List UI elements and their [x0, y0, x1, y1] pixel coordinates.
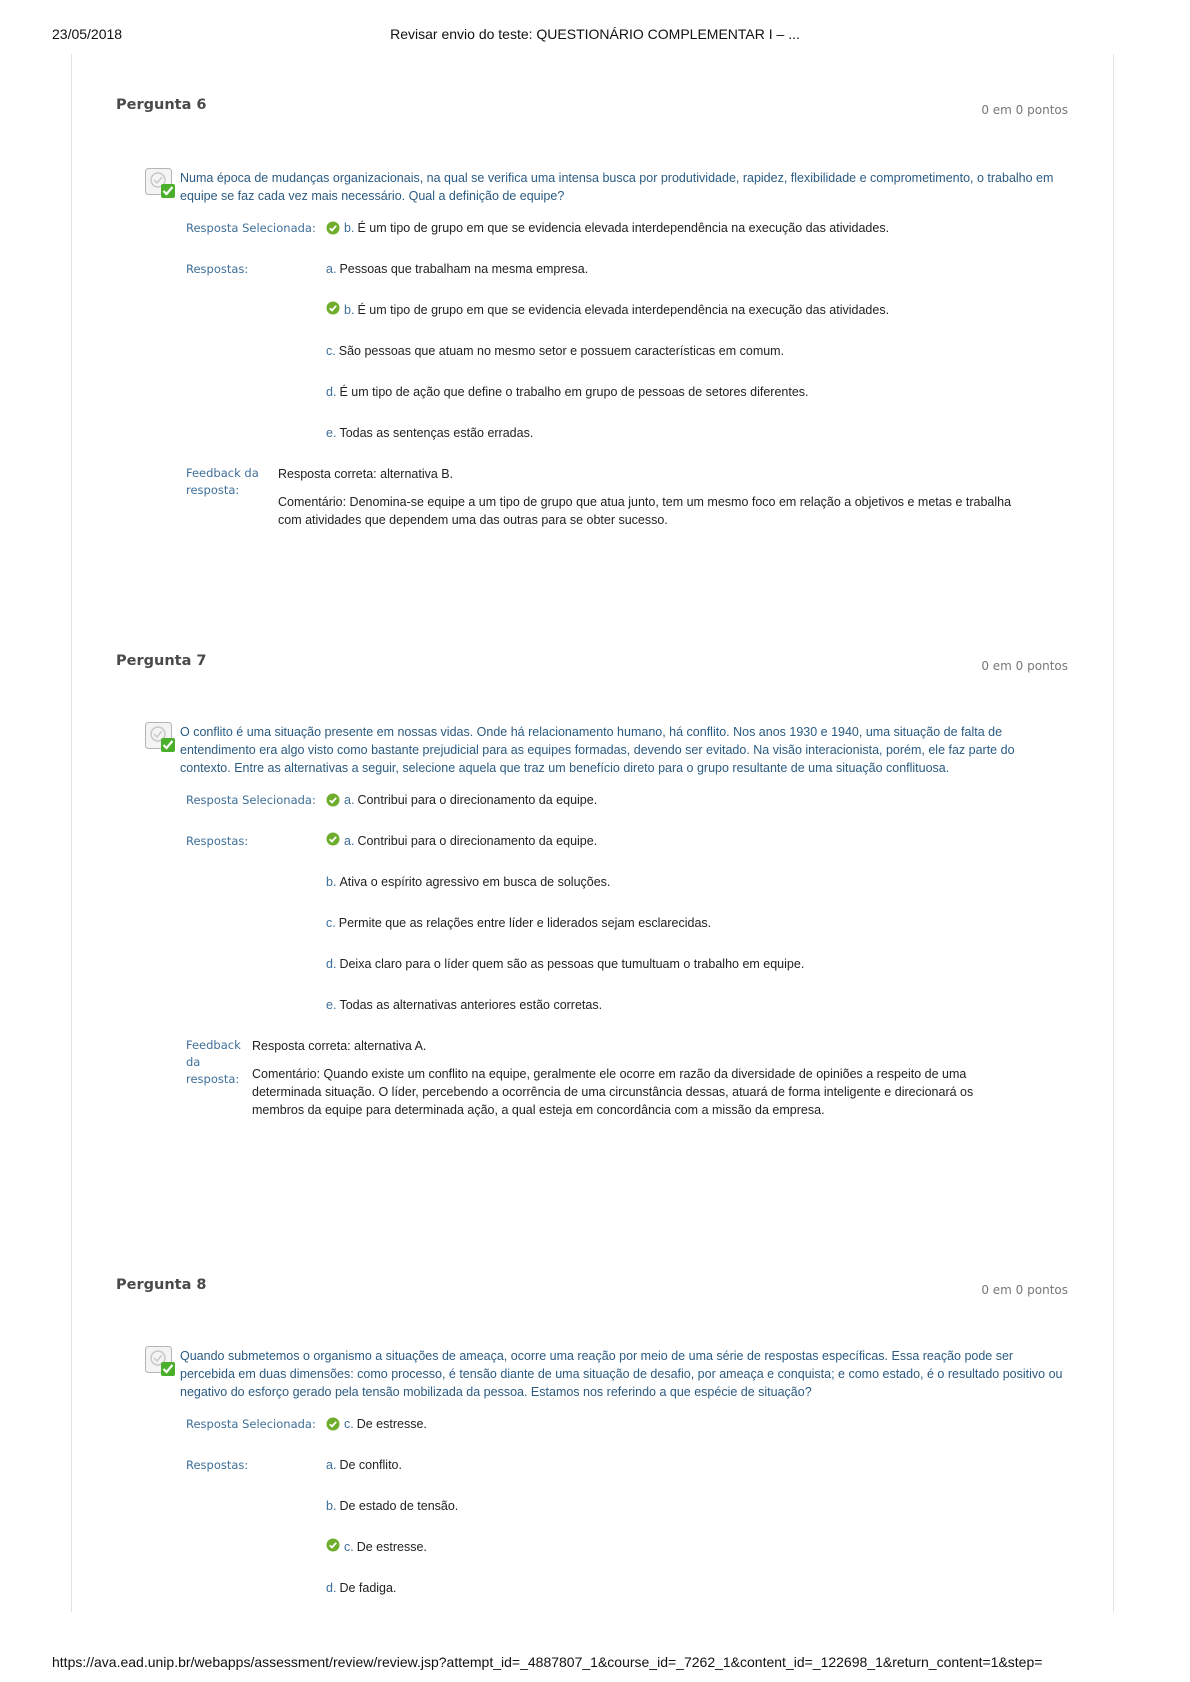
selected-answer-text: Contribui para o direcionamento da equipe.	[357, 793, 598, 807]
content-frame-left	[71, 54, 72, 1612]
check-circle-icon	[326, 793, 340, 807]
option-text: São pessoas que atuam no mesmo setor e possuem características em comum.	[338, 344, 785, 358]
option-text: De estresse.	[356, 1540, 427, 1554]
answers-list	[326, 832, 1068, 1037]
answers-row	[186, 832, 1068, 1037]
selected-answer-label: Resposta Selecionada:	[186, 221, 316, 235]
option-text: Todas as alternativas anteriores estão corretas.	[339, 998, 603, 1012]
option-letter: b.	[326, 1499, 337, 1513]
print-title: Revisar envio do teste: QUESTIONÁRIO COMPLEMENTAR I – ...	[390, 26, 800, 42]
option-letter: b.	[326, 875, 337, 889]
question-correct-icon	[144, 1345, 176, 1377]
answer-option	[326, 873, 1068, 914]
option-letter: d.	[326, 957, 337, 971]
option-text: Todas as sentenças estão erradas.	[339, 426, 534, 440]
feedback-correct-answer: Resposta correta: alternativa A.	[252, 1039, 427, 1053]
check-circle-icon	[326, 301, 340, 315]
option-letter: c.	[326, 344, 336, 358]
question-header	[116, 1277, 1068, 1301]
option-letter: d.	[326, 1581, 337, 1595]
feedback-correct-answer: Resposta correta: alternativa B.	[278, 467, 454, 481]
answer-option	[326, 1497, 1068, 1538]
option-letter: d.	[326, 385, 337, 399]
question-header	[116, 653, 1068, 677]
question-points: 0 em 0 pontos	[981, 103, 1068, 117]
answers-label: Respostas:	[186, 262, 249, 276]
answer-option	[326, 342, 1068, 383]
answer-option	[326, 301, 1068, 342]
question-6	[116, 97, 1068, 539]
answer-option	[326, 424, 1068, 465]
selected-letter: b.	[344, 221, 355, 235]
selected-answer-text: De estresse.	[356, 1417, 427, 1431]
question-points: 0 em 0 pontos	[981, 1283, 1068, 1297]
answer-option	[326, 832, 1068, 873]
check-circle-icon	[326, 832, 340, 846]
question-text: Numa época de mudanças organizacionais, na qual se verifica uma intensa busca por produtividade, rapidez, flexibilidade e comprometimento, o trabalho em equipe se faz cada vez mais necessário. Qual a definição de equipe?	[180, 171, 1054, 203]
selected-letter: c.	[344, 1417, 354, 1431]
print-header	[52, 26, 1138, 46]
option-letter: a.	[326, 262, 337, 276]
answers-row	[186, 1456, 1068, 1620]
answers-list	[326, 260, 1068, 465]
answers-label: Respostas:	[186, 1458, 249, 1472]
option-letter: a.	[344, 834, 355, 848]
selected-answer-row	[186, 1415, 1068, 1456]
question-title: Pergunta 8	[116, 1277, 207, 1293]
answer-option	[326, 955, 1068, 996]
answers-list	[326, 1456, 1068, 1620]
option-letter: e.	[326, 998, 337, 1012]
question-text: Quando submetemos o organismo a situações de ameaça, ocorre uma reação por meio de uma série de respostas específicas. Essa reação pode ser percebida em duas dimensões: como processo, é tensão diante de uma situação de desafio, por ameaça e conquista; e como estado, é o resultado positivo ou negativo do esforço gerado pela tensão mobilizada da pessoa. Estamos nos referindo a que espécie de situação?	[180, 1349, 1063, 1399]
check-circle-icon	[326, 1417, 340, 1431]
selected-answer-text: É um tipo de grupo em que se evidencia elevada interdependência na execução das atividades.	[357, 221, 890, 235]
content-frame-right	[1113, 54, 1114, 1612]
feedback-label: Feedback da resposta:	[186, 1038, 241, 1086]
check-circle-icon	[326, 1538, 340, 1552]
answer-option	[326, 1538, 1068, 1579]
selected-letter: a.	[344, 793, 355, 807]
option-letter: b.	[344, 303, 355, 317]
option-text: Permite que as relações entre líder e liderados sejam esclarecidas.	[338, 916, 712, 930]
feedback-label: Feedback da resposta:	[186, 466, 259, 497]
option-text: De estado de tensão.	[339, 1499, 459, 1513]
selected-answer-label: Resposta Selecionada:	[186, 1417, 316, 1431]
answers-label: Respostas:	[186, 834, 249, 848]
selected-answer-row	[186, 791, 1068, 832]
answer-option	[326, 996, 1068, 1037]
option-text: Deixa claro para o líder quem são as pessoas que tumultuam o trabalho em equipe.	[339, 957, 805, 971]
option-letter: a.	[326, 1458, 337, 1472]
option-text: De fadiga.	[339, 1581, 397, 1595]
question-title: Pergunta 7	[116, 653, 207, 669]
option-text: Ativa o espírito agressivo em busca de soluções.	[339, 875, 611, 889]
selected-answer-label: Resposta Selecionada:	[186, 793, 316, 807]
option-letter: c.	[326, 916, 336, 930]
feedback-comment: Comentário: Quando existe um conflito na equipe, geralmente ele ocorre em razão da diversidade de opiniões a respeito de uma determinada situação. O líder, percebendo a ocorrência de uma circunstância dessas, atuará de forma inteligente e direcionará os membros da equipe para determinada ação, a qual esteja em concordância com a missão da empresa.	[252, 1067, 974, 1117]
question-8	[116, 1277, 1068, 1620]
question-header	[116, 97, 1068, 121]
page-url-link[interactable]: https://ava.ead.unip.br/webapps/assessment/review/review.jsp?attempt_id=_4887807_1&course_id=_7262_1&content_id=_122698_1&return_content=1&step=	[52, 1654, 1043, 1670]
option-text: De conflito.	[339, 1458, 402, 1472]
answer-option	[326, 383, 1068, 424]
option-text: É um tipo de ação que define o trabalho em grupo de pessoas de setores diferentes.	[339, 385, 809, 399]
option-letter: c.	[344, 1540, 354, 1554]
answer-option	[326, 260, 1068, 301]
option-text: Pessoas que trabalham na mesma empresa.	[339, 262, 589, 276]
answers-row	[186, 260, 1068, 465]
option-text: Contribui para o direcionamento da equipe.	[357, 834, 598, 848]
print-date: 23/05/2018	[52, 26, 123, 42]
answer-option	[326, 1579, 1068, 1620]
question-correct-icon	[144, 721, 176, 753]
question-text: O conflito é uma situação presente em nossas vidas. Onde há relacionamento humano, há conflito. Nos anos 1930 e 1940, uma situação de falta de entendimento era algo visto como bastante prejudicial para as equipes formadas, devendo ser evitado. Na visão interacionista, porém, ele faz parte do contexto. Entre as alternativas a seguir, selecione aquela que traz um benefício direto para o grupo resultante de uma situação conflituosa.	[180, 725, 1015, 775]
feedback-row	[186, 465, 1068, 539]
question-correct-icon	[144, 167, 176, 199]
check-circle-icon	[326, 221, 340, 235]
option-text: É um tipo de grupo em que se evidencia elevada interdependência na execução das atividades.	[357, 303, 890, 317]
question-7	[116, 653, 1068, 1129]
feedback-row	[186, 1037, 1068, 1129]
selected-answer-row	[186, 219, 1068, 260]
feedback-comment: Comentário: Denomina-se equipe a um tipo de grupo que atua junto, tem um mesmo foco em relação a objetivos e metas e trabalha com atividades que dependem uma das outras para se obter sucesso.	[278, 495, 1012, 527]
question-points: 0 em 0 pontos	[981, 659, 1068, 673]
question-title: Pergunta 6	[116, 97, 207, 113]
option-letter: e.	[326, 426, 337, 440]
answer-option	[326, 914, 1068, 955]
answer-option	[326, 1456, 1068, 1497]
